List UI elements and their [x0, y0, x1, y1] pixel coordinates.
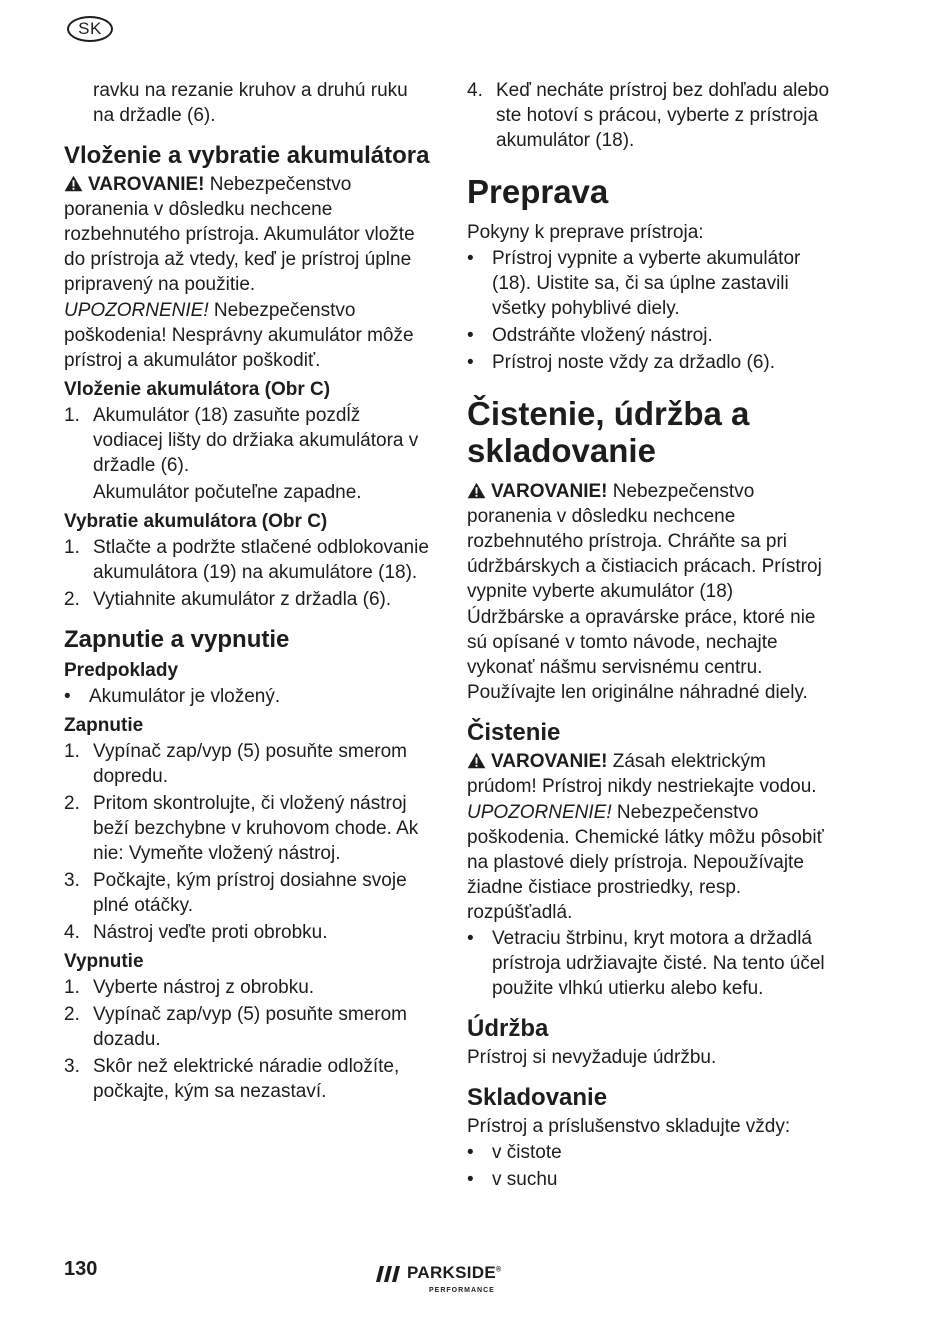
list-item-text: Stlačte a podržte stlačené odblokovanie akumulátora (19) na akumulátore (18).: [93, 537, 429, 583]
heading-storage: Skladovanie: [467, 1084, 608, 1111]
list-item: [467, 323, 837, 348]
list-item: [64, 403, 432, 478]
list-battery-remove: [64, 535, 432, 612]
list-item-text: Pritom skontrolujte, či vložený nástroj beží bezchybne v kruhovom chode. Ak nie: Vymeňte vložený nástroj.: [93, 793, 419, 864]
bullet-marker: •: [467, 325, 474, 346]
warning-icon: [467, 752, 486, 769]
storage-intro: Prístroj a príslušenstvo skladujte vždy:: [467, 1116, 791, 1137]
note-label: UPOZORNENIE!: [64, 300, 209, 321]
list-item-text: v suchu: [492, 1169, 558, 1190]
list-item-text: v čistote: [492, 1142, 562, 1163]
parkside-logo: [376, 1262, 526, 1298]
heading-care: Čistenie, údržba a skladovanie: [467, 395, 750, 469]
list-item-text: Prístroj noste vždy za držadlo (6).: [492, 352, 775, 373]
list-number: 1.: [64, 537, 80, 558]
heading-battery-insert: Vloženie akumulátora (Obr C): [64, 379, 331, 400]
heading-switch-off: Vypnutie: [64, 951, 144, 972]
list-item-text: Odstráňte vložený nástroj.: [492, 325, 713, 346]
brand-name: [407, 1263, 501, 1283]
list-transport: [467, 246, 837, 375]
note-text: Nebezpečenstvo poškodenia! Nesprávny akumulátor môže prístroj a akumulátor poškodiť.: [64, 300, 414, 371]
intro-continuation: ravku na rezanie kruhov a druhú ruku na držadle (6).: [93, 80, 408, 126]
list-item: [467, 246, 837, 321]
list-number: 3.: [64, 870, 80, 891]
bullet-marker: •: [467, 928, 474, 949]
list-item-text: Vetraciu štrbinu, kryt motora a držadlá prístroja udržiavajte čisté. Na tento účel použite vlhkú utierku alebo kefu.: [492, 928, 825, 999]
heading-switch-on: Zapnutie: [64, 715, 144, 736]
note-battery: [64, 298, 432, 373]
list-number: 1.: [64, 977, 80, 998]
list-item: [467, 926, 837, 1001]
insert-result: Akumulátor počuteľne zapadne.: [93, 482, 362, 503]
care-text: Údržbárske a opravárske práce, ktoré nie sú opísané v tomto návode, nechajte vykonať nášmu servisnému centru. Používajte len originálne náhradné diely.: [467, 607, 816, 703]
bullet-marker: •: [467, 352, 474, 373]
warning-label: VAROVANIE!: [491, 481, 608, 502]
heading-prerequisites: Predpoklady: [64, 660, 179, 681]
list-item: [64, 587, 432, 612]
list-item: [64, 920, 432, 945]
list-cleaning: [467, 926, 837, 1001]
heading-transport: Preprava: [467, 173, 609, 210]
list-prerequisites: [64, 684, 432, 709]
note-cleaning: [467, 800, 837, 925]
list-item-text: Skôr než elektrické náradie odložíte, počkajte, kým sa nezastaví.: [93, 1056, 400, 1102]
list-item-text: Vytiahnite akumulátor z držadla (6).: [93, 589, 392, 610]
warning-label: VAROVANIE!: [88, 174, 205, 195]
warning-icon: [64, 175, 83, 192]
warning-text: Nebezpečenstvo poranenia v dôsledku nechcene rozbehnutého prístroja. Akumulátor vložte do prístroja až vtedy, keď je prístroj úplne pripravený na použitie.: [64, 174, 415, 295]
list-battery-insert: [64, 403, 432, 478]
list-item-text: Vypínač zap/vyp (5) posuňte smerom dopredu.: [93, 741, 407, 787]
list-item-text: Keď necháte prístroj bez dohľadu alebo ste hotoví s prácou, vyberte z prístroja akumulátor (18).: [496, 80, 830, 151]
bullet-marker: •: [467, 248, 474, 269]
list-item-text: Nástroj veďte proti obrobku.: [93, 922, 328, 943]
list-number: 2.: [64, 793, 80, 814]
list-item-text: Vypínač zap/vyp (5) posuňte smerom dozadu.: [93, 1004, 407, 1050]
brand-slashes-icon: [376, 1266, 402, 1282]
brand-registered-mark: ®: [496, 1266, 502, 1274]
list-item: [467, 1167, 837, 1192]
list-item: [467, 78, 837, 153]
note-label: UPOZORNENIE!: [467, 802, 612, 823]
list-item: [64, 1002, 432, 1052]
heading-cleaning: Čistenie: [467, 719, 561, 746]
list-switch-on: [64, 739, 432, 945]
language-badge: SK: [67, 16, 113, 42]
maintenance-text: Prístroj si nevyžaduje údržbu.: [467, 1047, 717, 1068]
list-item-text: Akumulátor je vložený.: [89, 686, 281, 707]
list-item: [64, 975, 432, 1000]
heading-on-off: Zapnutie a vypnutie: [64, 626, 290, 653]
list-item: [64, 684, 432, 709]
bullet-marker: •: [467, 1142, 474, 1163]
list-item-text: Prístroj vypnite a vyberte akumulátor (18). Uistite sa, či sa úplne zastavili všetky pohyblivé diely.: [492, 248, 801, 319]
list-item: [467, 1140, 837, 1165]
list-number: 4.: [467, 80, 483, 101]
list-continued: [467, 78, 837, 153]
list-storage: [467, 1140, 837, 1192]
list-number: 2.: [64, 1004, 80, 1025]
heading-battery-remove: Vybratie akumulátora (Obr C): [64, 511, 328, 532]
list-item: [64, 1054, 432, 1104]
heading-maintenance: Údržba: [467, 1015, 549, 1042]
warning-icon: [467, 482, 486, 499]
warning-care: [467, 479, 837, 604]
list-item: [64, 791, 432, 866]
bullet-marker: •: [64, 686, 71, 707]
list-item-text: Akumulátor (18) zasuňte pozdĺž vodiacej lišty do držiaka akumulátora v držadle (6).: [93, 405, 419, 476]
list-item-text: Počkajte, kým prístroj dosiahne svoje plné otáčky.: [93, 870, 407, 916]
warning-text: Zásah elektrickým prúdom! Prístroj nikdy nestriekajte vodou.: [467, 751, 817, 797]
right-column: [467, 78, 837, 1194]
heading-battery-insert-remove: Vloženie a vybratie akumulátora: [64, 142, 430, 169]
brand-subline: PERFORMANCE: [429, 1287, 495, 1294]
page-number: 130: [64, 1258, 98, 1280]
list-switch-off: [64, 975, 432, 1104]
list-item: [467, 350, 837, 375]
warning-label: VAROVANIE!: [491, 751, 608, 772]
warning-cleaning: [467, 749, 837, 799]
list-item: [64, 868, 432, 918]
warning-battery: [64, 172, 432, 297]
note-text: Nebezpečenstvo poškodenia. Chemické látky môžu pôsobiť na plastové diely prístroja. Nepoužívajte žiadne čistiace prostriedky, resp. rozpúšťadlá.: [467, 802, 824, 923]
transport-intro: Pokyny k preprave prístroja:: [467, 222, 704, 243]
list-number: 4.: [64, 922, 80, 943]
list-number: 3.: [64, 1056, 80, 1077]
warning-text: Nebezpečenstvo poranenia v dôsledku nechcene rozbehnutého prístroja. Chráňte sa pri údržbárskych a čistiacich prácach. Prístroj vypnite vyberte akumulátor (18): [467, 481, 822, 602]
list-item: [64, 535, 432, 585]
list-number: 2.: [64, 589, 80, 610]
brand-text: PARKSIDE: [407, 1263, 496, 1282]
bullet-marker: •: [467, 1169, 474, 1190]
left-column: [64, 78, 432, 1106]
list-item: [64, 739, 432, 789]
list-number: 1.: [64, 741, 80, 762]
list-number: 1.: [64, 405, 80, 426]
list-item-text: Vyberte nástroj z obrobku.: [93, 977, 315, 998]
